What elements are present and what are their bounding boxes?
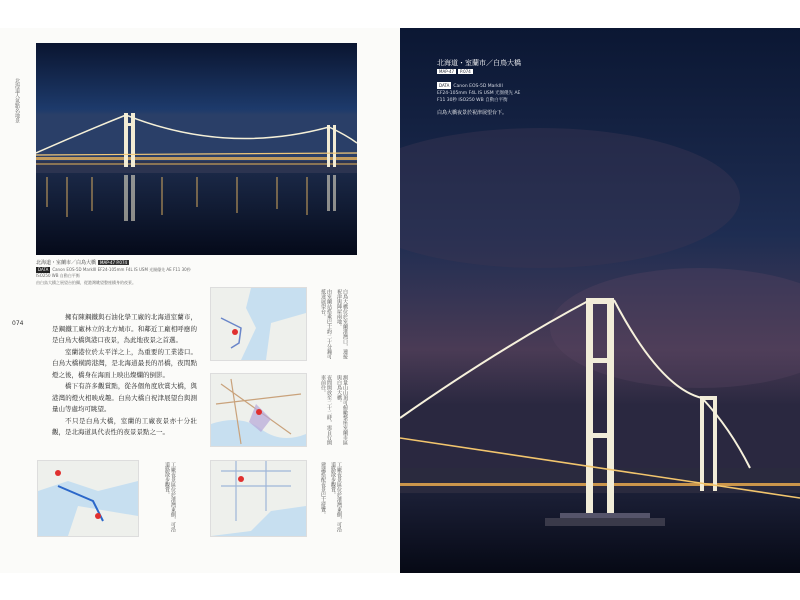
map-factory bbox=[210, 460, 307, 537]
map-note: 由室蘭站搭乘巴士約二十分鐘可抵達展望台。 bbox=[320, 289, 332, 359]
camera-data-line: Canon EOS-5D MarkIII bbox=[453, 84, 503, 89]
map-notes-2 bbox=[316, 375, 348, 445]
page-badge: P.074 bbox=[460, 69, 471, 74]
map-notes-1 bbox=[316, 289, 348, 359]
paragraph: 橋下有許多觀賞點，從各個角度欣賞大橋，與港灣的燈火相映成趣。白鳥大橋自祝津展望台與測量山等處均可眺望。 bbox=[52, 382, 197, 413]
data-badge: DATA bbox=[439, 83, 450, 88]
paragraph: 擁有陳鋼鐵與石油化學工廠的北海道室蘭市，是鋼鐵工廠林立的北方城市。和鄰近工廠相呼應的是白鳥大橋與港口夜景，為此地夜景之首選。 bbox=[52, 313, 197, 344]
article-body bbox=[52, 312, 197, 439]
map-note: 測量山山頂可俯瞰整座室蘭市區與白鳥大橋。 bbox=[336, 375, 348, 445]
map-notes-3 bbox=[316, 462, 342, 532]
paragraph: 不只是白鳥大橋，室蘭的工廠夜景亦十分壯觀，是北海道具代表性的夜景景點之一。 bbox=[52, 416, 197, 436]
photo-note: 白鳥大橋夜景於祝津展望台下。 bbox=[437, 110, 508, 116]
map-harbor bbox=[210, 287, 307, 361]
map-badge: MAP-47 bbox=[439, 69, 455, 74]
map-note: 建議搭配夜景巴士遊覽。 bbox=[320, 462, 326, 517]
map-badges bbox=[437, 69, 475, 74]
map-note: 白鳥大橋位於室蘭港灣口，連接祝津與陣屋兩地。 bbox=[336, 289, 348, 359]
map-badge: MAP-47 P.074 bbox=[100, 260, 128, 265]
photo-caption-title bbox=[36, 259, 129, 266]
camera-data: Canon EOS-5D MarkIII EF24-105mm F4L IS USM 光圈優先 AE F11 30秒 ISO250 WB 自動白平衡 bbox=[36, 267, 191, 278]
data-badge: DATA bbox=[38, 267, 49, 272]
photo-caption-data bbox=[36, 267, 196, 279]
photo-title: 北海道・室蘭市／白鳥大橋 bbox=[437, 59, 521, 67]
map-note: 夜間開放至二十二時，需自行開車前往。 bbox=[320, 375, 332, 445]
night-bridge-photo bbox=[36, 43, 357, 255]
page-number: 074 bbox=[12, 320, 24, 327]
camera-data-block bbox=[437, 82, 577, 104]
photo-caption-note: 由白鳥大橋之展望台拍攝，從港灣眺望整座橋身的夜景。 bbox=[36, 280, 136, 285]
paragraph: 室蘭港位於太平洋之上，為重要的工業港口。白鳥大橋橫跨港灣，是北海道最長的吊橋，夜間點燈之後，橋身在海面上映出燦爛的倒影。 bbox=[52, 347, 197, 379]
map-city bbox=[210, 373, 307, 447]
map-note: 工廠夜景區位於港灣東側，可沿道路散步觀賞。 bbox=[164, 462, 176, 532]
map-notes-4 bbox=[160, 462, 176, 532]
map-bridge-route bbox=[37, 460, 139, 537]
right-page bbox=[400, 28, 800, 573]
running-header: 北海道人氣點名地景 bbox=[14, 78, 20, 123]
camera-data-line: F11 30秒 ISO250 WB 自動白平衡 bbox=[437, 98, 508, 103]
map-note: 工廠夜景區位於港灣東側，可沿道路散步觀賞。 bbox=[330, 462, 342, 532]
camera-data-line: EF24-105mm F4L IS USM 光圈優先 AE bbox=[437, 91, 521, 96]
caption-location: 北海道・室蘭市／白鳥大橋 bbox=[36, 260, 97, 266]
